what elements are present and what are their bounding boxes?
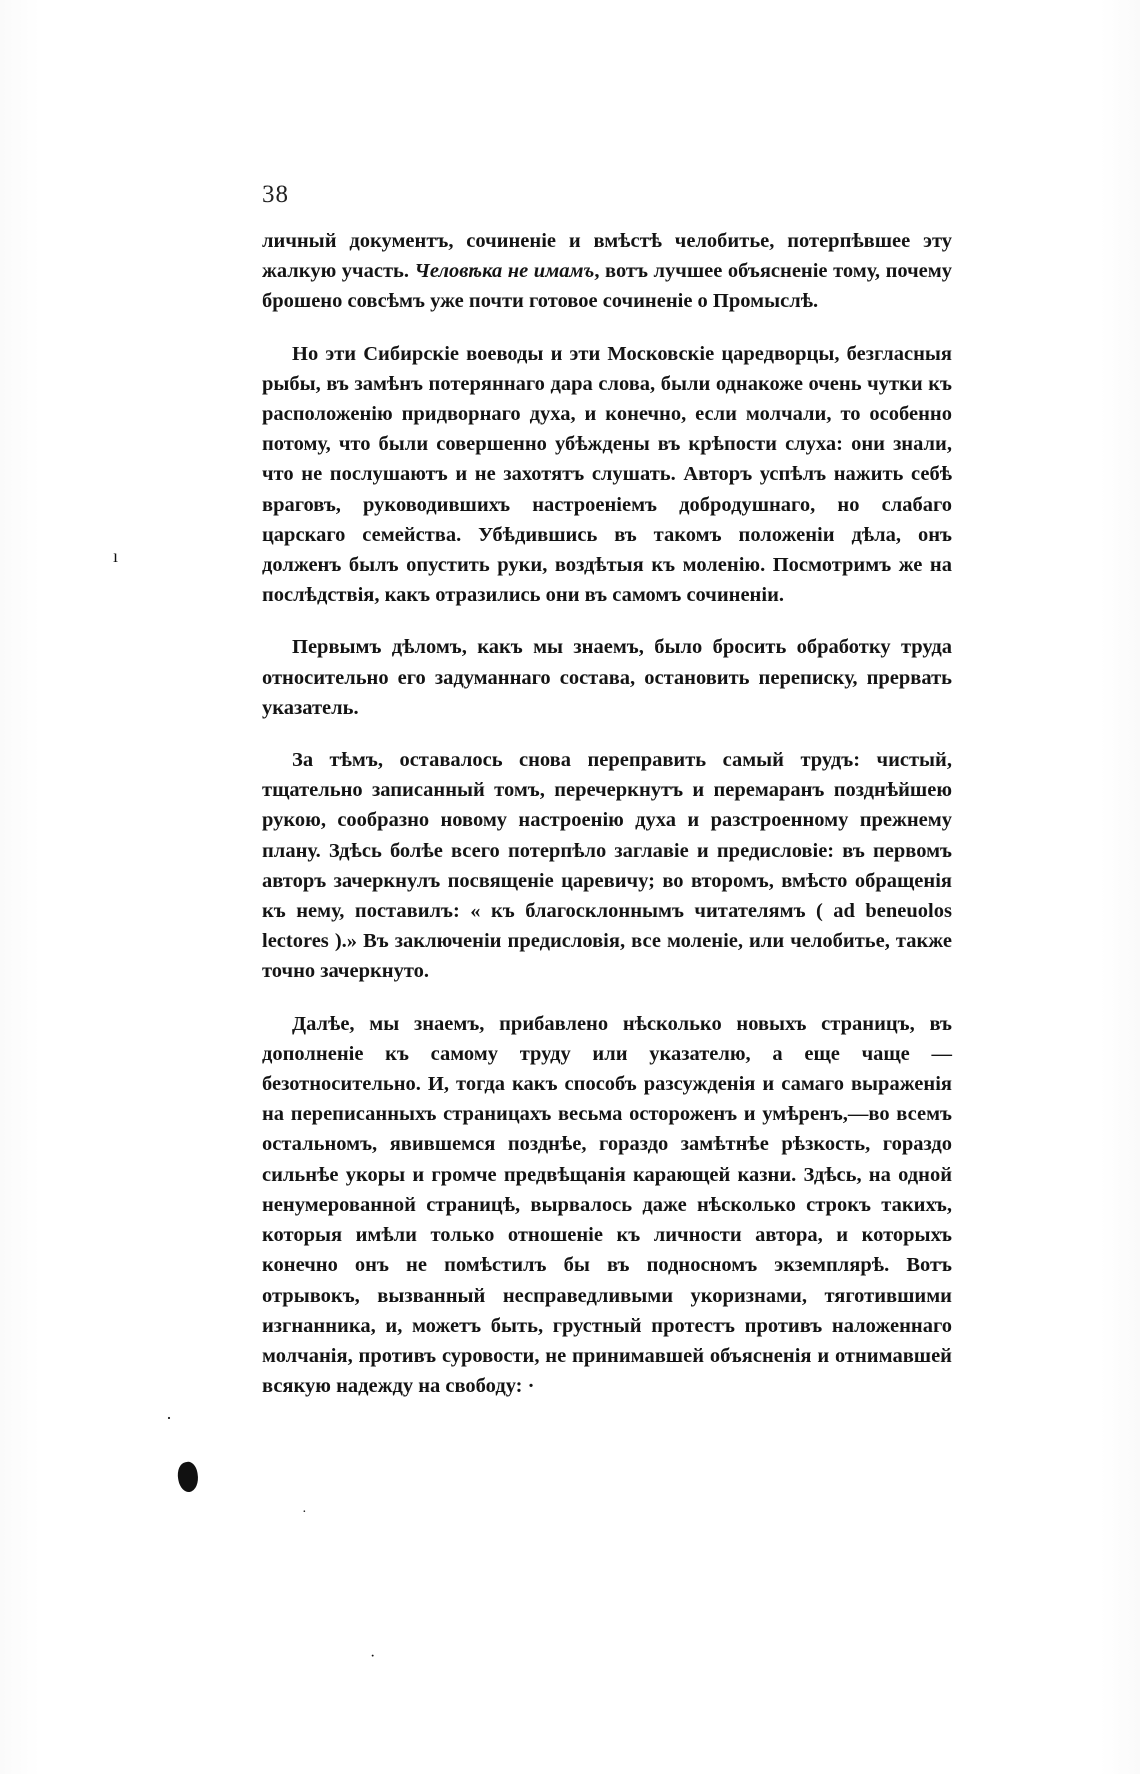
margin-tick-mark: ı xyxy=(113,546,119,566)
margin-dot: · xyxy=(370,1648,376,1665)
paragraph: Первымъ дѣломъ, какъ мы знаемъ, было бросить обработку труда относительно его задуманнаго состава, остановить переписку, прервать указатель. xyxy=(262,636,952,719)
paragraph-1-before: личный документъ, сочиненіе и вмѣстѣ челобитье, потерпѣвшее эту жалкую участь. xyxy=(262,230,952,283)
paragraph: Но эти Сибирскіе воеводы и эти Московскіе царедворцы, безгласныя рыбы, въ замѣнъ потеряннаго дара слова, были однакоже очень чутки къ расположенію придворнаго духа, и конечно, если молчали, то особенно потому, что были совершенно убѣждены въ крѣпости слуха: они знали, что не послушаютъ и не захотятъ слушать. Авторъ успѣлъ нажить себѣ враговъ, руководившихъ настроеніемъ добродушнаго, но слабаго царскаго семейства. Убѣдившись въ такомъ положеніи дѣла, онъ долженъ былъ опустить руки, воздѣтыя къ моленію. Посмотримъ же на послѣдствія, какъ отразились они въ самомъ сочиненіи. xyxy=(262,342,952,607)
margin-dot: · xyxy=(166,1408,172,1428)
italic-quote: Человѣка не имамъ xyxy=(414,260,595,283)
paragraph: За тѣмъ, оставалось снова переправить самый трудъ: чистый, тщательно записанный томъ, перечеркнутъ и перемаранъ позднѣйшею рукою, сообразно новому настроенію духа и разстроенному прежнему плану. Здѣсь болѣе всего потерпѣло заглавіе и предисловіе: въ первомъ авторъ зачеркнулъ посвященіе царевичу; во второмъ, вмѣсто обращенія къ нему, поставилъ: « къ благосклоннымъ читателямъ ( ad beneuolos lectores ).» Въ заключеніи предисловія, все моленіе, или челобитье, также точно зачеркнуто. xyxy=(262,749,952,983)
paragraph: Далѣе, мы знаемъ, прибавлено нѣсколько новыхъ страницъ, въ дополненіе къ самому труду или указателю, а еще чаще — безотносительно. И, тогда какъ способъ разсужденія и самаго выраженія на переписанныхъ страницахъ весьма остороженъ и умѣренъ,—во всемъ остальномъ, явившемся позднѣе, гораздо замѣтнѣе рѣзкость, гораздо сильнѣе укоры и громче предвѣщанія карающей казни. Здѣсь, на одной ненумерованной страницѣ, вырвалось даже нѣсколько строкъ такихъ, которыя имѣли только отношеніе къ личности автора, и которыхъ конечно онъ не помѣстилъ бы въ подносномъ экземплярѣ. Вотъ отрывокъ, вызванный несправедливыми укоризнами, тяготившими изгнанника, и, можетъ быть, грустный протестъ противъ наложеннаго молчанія, противъ суровости, не принимавшей объясненія и отнимавшей всякую надежду на свободу: · xyxy=(262,1012,952,1398)
ink-blot xyxy=(176,1460,201,1493)
body-text xyxy=(262,226,952,1401)
page-number: 38 xyxy=(262,181,289,208)
paragraph-1-after: , вотъ лучшее объясненіе тому, почему брошено совсѣмъ уже почти готовое сочиненіе о Промыслѣ. xyxy=(262,260,952,313)
paragraph-continuation xyxy=(262,226,952,317)
margin-dot: · xyxy=(302,1505,307,1520)
